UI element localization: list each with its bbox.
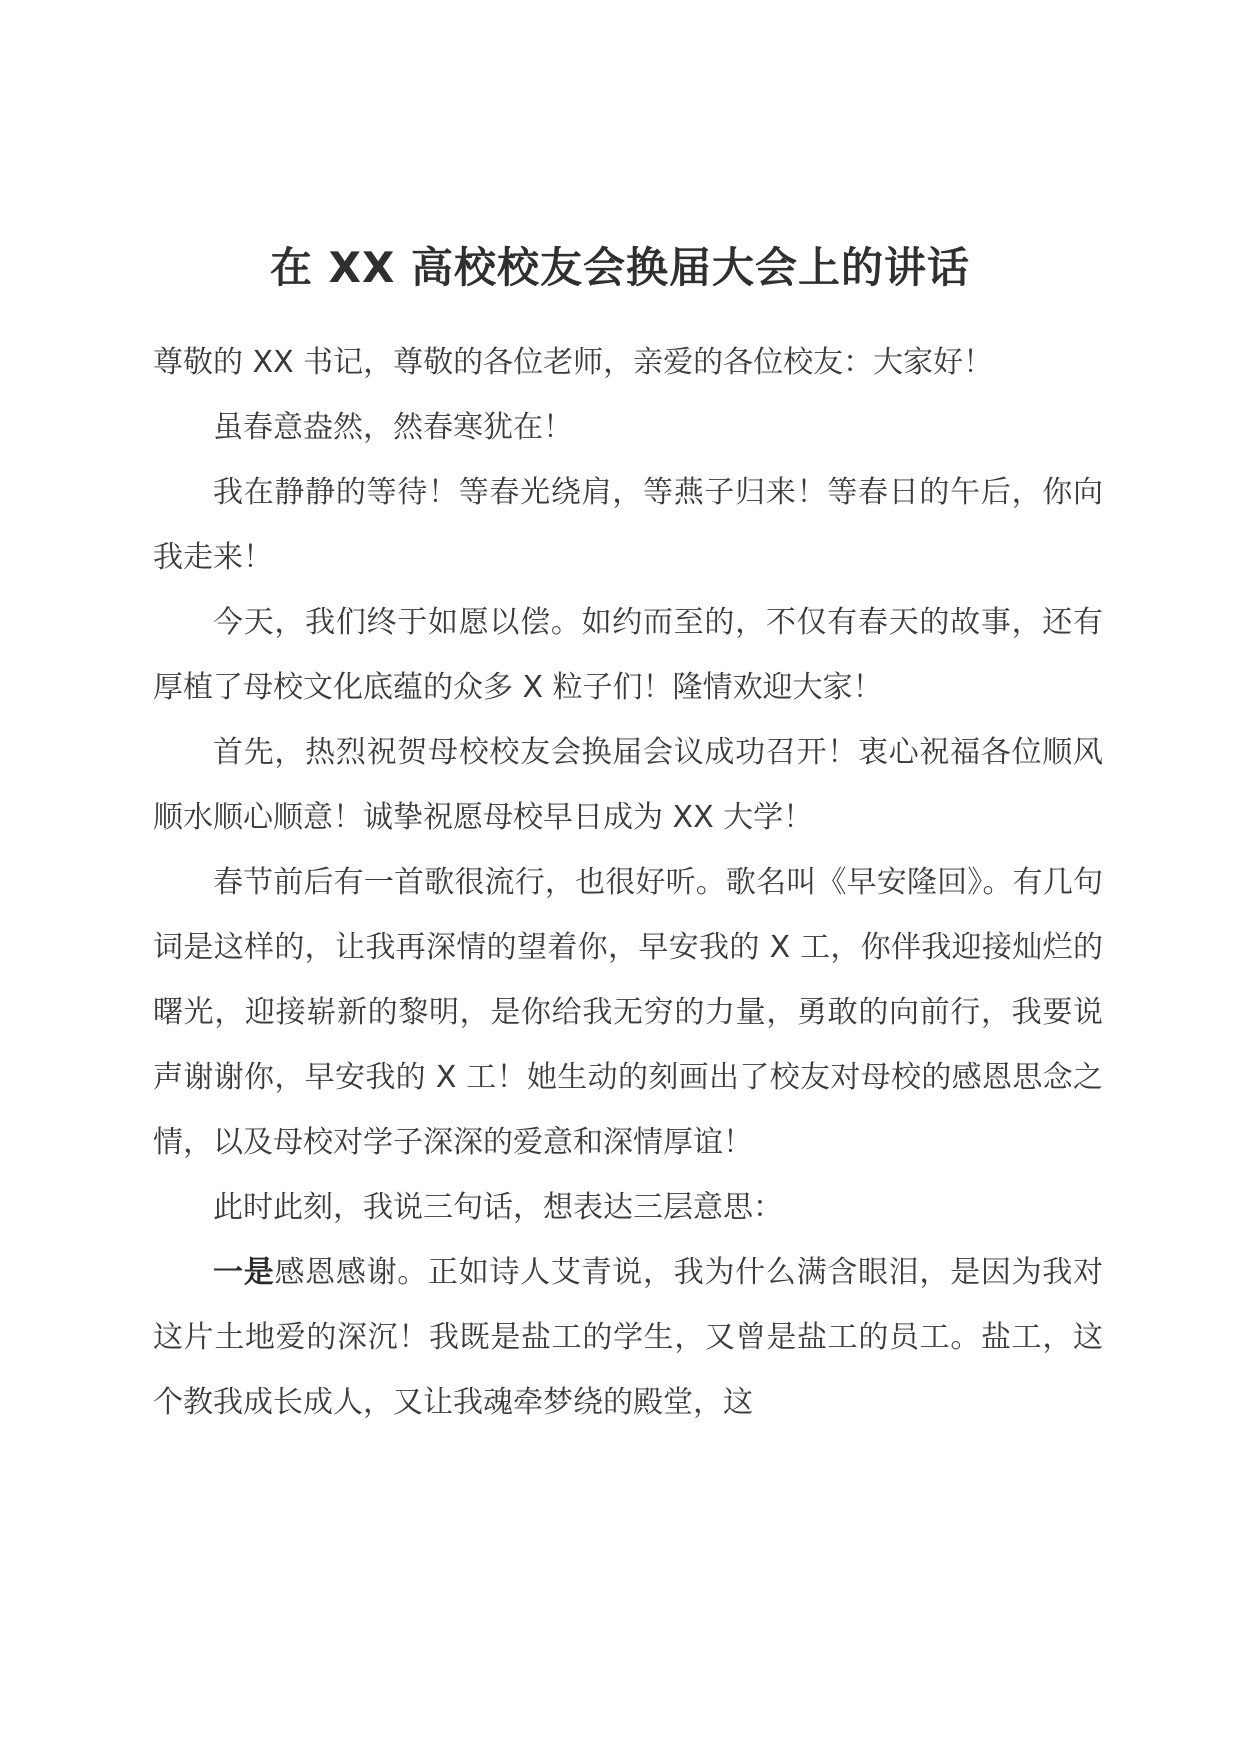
paragraph: 虽春意盎然，然春寒犹在！ — [213, 410, 573, 445]
document-title: 在 XX 高校校友会换届大会上的讲话 — [269, 243, 970, 292]
document-body — [153, 330, 1103, 1435]
point-one-lead: 一是 — [213, 1255, 275, 1290]
paragraph: 我在静静的等待！等春光绕肩，等燕子归来！等春日的午后，你向我走来！ — [153, 475, 1103, 575]
point-one-paragraph — [153, 1240, 1103, 1435]
paragraph: 春节前后有一首歌很流行，也很好听。歌名叫《早安隆回》。有几句词是这样的，让我再深情的望着你，早安我的 X 工，你伴我迎接灿烂的曙光，迎接崭新的黎明，是你给我无穷的力量，勇敢的向前行，我要说声谢谢你，早安我的 X 工！她生动的刻画出了校友对母校的感恩思念之情，以及母校对学子深深的爱意和深情厚谊！ — [153, 865, 1103, 1160]
salutation: 尊敬的 XX 书记，尊敬的各位老师，亲爱的各位校友：大家好！ — [153, 345, 994, 380]
paragraph: 首先，热烈祝贺母校校友会换届会议成功召开！衷心祝福各位顺风顺水顺心顺意！诚挚祝愿母校早日成为 XX 大学！ — [153, 735, 1103, 835]
paragraph: 今天，我们终于如愿以偿。如约而至的，不仅有春天的故事，还有厚植了母校文化底蕴的众多 X 粒子们！隆情欢迎大家！ — [153, 605, 1103, 705]
point-one-text: 感恩感谢。正如诗人艾青说，我为什么满含眼泪，是因为我对这片土地爱的深沉！我既是盐工的学生，又曾是盐工的员工。盐工，这个教我成长成人，又让我魂牵梦绕的殿堂，这 — [153, 1255, 1104, 1420]
paragraph: 此时此刻，我说三句话，想表达三层意思： — [213, 1190, 783, 1225]
